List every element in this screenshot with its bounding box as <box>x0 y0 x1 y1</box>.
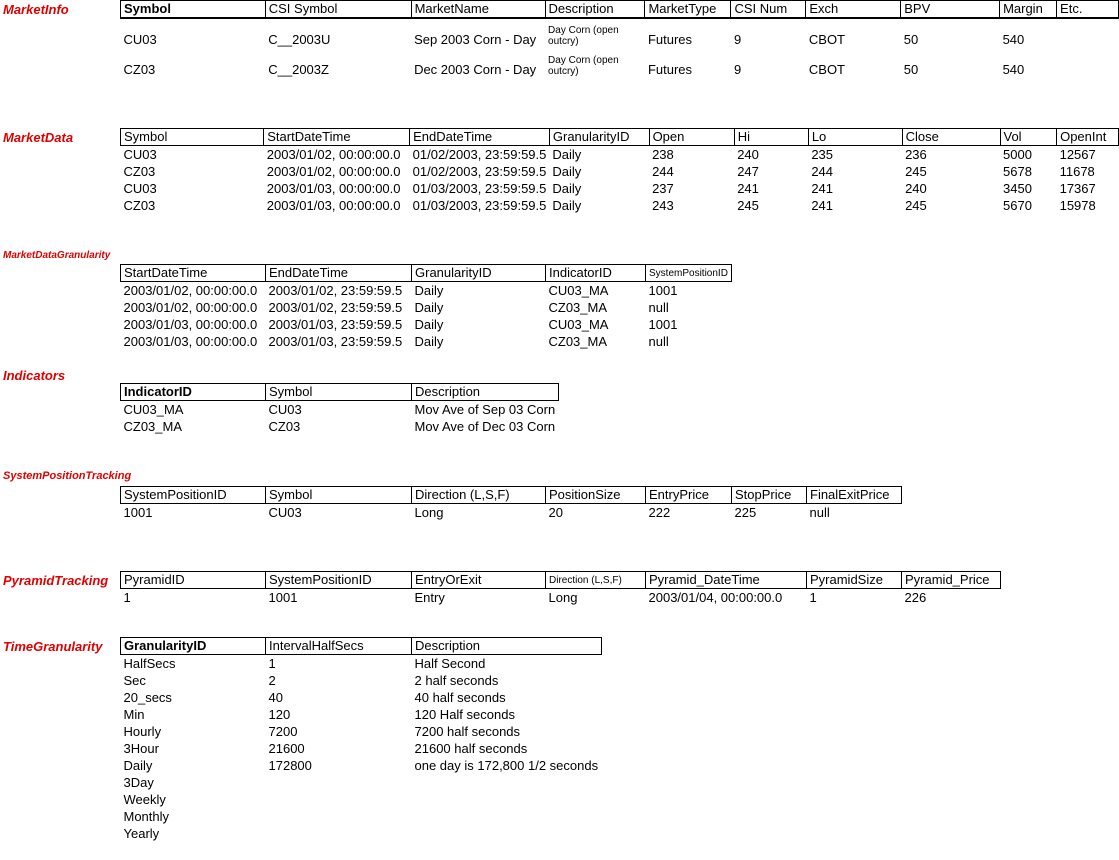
table-cell: 241 <box>737 180 759 196</box>
column-header: SystemPositionID <box>266 572 412 589</box>
column-header: EntryOrExit <box>412 572 546 589</box>
table-cell: 1001 <box>123 504 153 520</box>
table-cell: null <box>809 504 830 520</box>
table-row <box>121 299 732 316</box>
table-row <box>121 163 1119 180</box>
column-header: EndDateTime <box>410 129 550 146</box>
table-cell: 20_secs <box>123 689 172 705</box>
column-header: MarketName <box>411 1 545 19</box>
table-cell: Hourly <box>123 723 162 739</box>
table-cell: 236 <box>905 146 927 162</box>
marketdatagranularity-label: MarketDataGranularity <box>3 250 111 261</box>
table-cell: 2003/01/02, 00:00:00.0 <box>123 282 258 298</box>
table-cell <box>412 791 602 808</box>
table-cell: 226 <box>904 589 927 605</box>
table-row <box>121 18 1119 48</box>
column-header: CSI Num <box>731 1 806 19</box>
table-cell: 3450 <box>1003 180 1032 196</box>
header-row <box>121 1 1119 19</box>
table-cell: 1001 <box>648 316 678 332</box>
column-header: Description <box>545 1 645 19</box>
table-cell: 238 <box>652 146 674 162</box>
table-row <box>121 146 1119 163</box>
table-cell: 237 <box>652 180 674 196</box>
column-header: IndicatorID <box>546 265 646 282</box>
table-cell: Mov Ave of Sep 03 Corn <box>414 401 556 417</box>
table-cell: 1 <box>123 589 131 605</box>
column-header: Symbol <box>121 129 264 146</box>
table-cell: Futures <box>647 32 693 47</box>
column-header: OpenInt <box>1057 129 1119 146</box>
table-cell: 2003/01/04, 00:00:00.0 <box>648 589 783 605</box>
table-cell: 2003/01/02, 00:00:00.0 <box>266 163 401 179</box>
column-header: StartDateTime <box>264 129 410 146</box>
table-row <box>121 774 602 791</box>
marketdatagranularity-table <box>120 264 732 350</box>
table-cell <box>412 825 602 842</box>
table-row <box>121 655 602 672</box>
indicators-label: Indicators <box>3 368 66 383</box>
table-row <box>121 48 1119 78</box>
table-cell: 1 <box>268 655 276 671</box>
table-row <box>121 401 559 418</box>
header-row <box>121 572 1001 589</box>
table-cell: 40 <box>268 689 283 705</box>
table-cell: Entry <box>414 589 445 605</box>
table-cell: 9 <box>733 62 742 77</box>
table-cell: 5670 <box>1003 197 1032 213</box>
column-header: StopPrice <box>732 487 807 504</box>
table-cell: 120 Half seconds <box>414 706 515 722</box>
column-header: IndicatorID <box>121 384 266 401</box>
table-cell: CZ03 <box>123 197 156 213</box>
header-row <box>121 129 1119 146</box>
timegranularity-table <box>120 637 602 842</box>
column-header: Direction (L,S,F) <box>546 572 646 589</box>
table-row <box>121 808 602 825</box>
table-cell <box>412 774 602 791</box>
table-cell: CU03 <box>268 504 302 520</box>
table-cell: CU03_MA <box>123 401 184 417</box>
table-cell: Long <box>414 504 444 520</box>
table-cell: 244 <box>811 163 834 179</box>
table-cell: 5000 <box>1003 146 1032 162</box>
table-cell: 2003/01/03, 23:59:59.5 <box>268 333 403 349</box>
table-row <box>121 689 602 706</box>
table-cell: CBOT <box>808 62 846 77</box>
table-row <box>121 418 559 435</box>
table-row <box>121 180 1119 197</box>
table-cell: null <box>648 333 669 349</box>
column-header: Description <box>412 638 602 655</box>
table-cell: Daily <box>414 299 444 315</box>
table-cell: 01/03/2003, 23:59:59.5 <box>412 180 547 196</box>
table-cell: CZ03 <box>123 62 156 77</box>
table-cell: CU03 <box>268 401 302 417</box>
table-cell: one day is 172,800 1/2 seconds <box>414 757 599 773</box>
table-cell: HalfSecs <box>123 655 176 671</box>
table-cell: Long <box>548 589 578 605</box>
table-cell: 20 <box>548 504 563 520</box>
column-header: GranularityID <box>412 265 546 282</box>
marketdata-table <box>120 128 1119 214</box>
column-header: Pyramid_Price <box>902 572 1001 589</box>
table-row <box>121 825 602 842</box>
table-cell: 2003/01/03, 00:00:00.0 <box>266 180 401 196</box>
table-cell <box>266 791 412 808</box>
table-cell: CZ03_MA <box>123 418 183 434</box>
header-row <box>121 487 902 504</box>
table-cell: 241 <box>811 180 834 196</box>
table-row <box>121 672 602 689</box>
table-cell: 2003/01/02, 00:00:00.0 <box>266 146 401 162</box>
table-cell: CZ03_MA <box>548 299 608 315</box>
table-row <box>121 706 602 723</box>
table-cell: 2003/01/03, 00:00:00.0 <box>266 197 401 213</box>
table-cell: CU03 <box>123 146 157 162</box>
pyramidtracking-table <box>120 571 1001 606</box>
marketinfo-table <box>120 0 1119 78</box>
column-header: EndDateTime <box>266 265 412 282</box>
table-cell: 21600 half seconds <box>414 740 528 756</box>
table-cell: C__2003Z <box>268 62 329 77</box>
table-cell: Daily <box>414 282 444 298</box>
column-header: SystemPositionID <box>121 487 266 504</box>
column-header: Margin <box>1000 1 1057 19</box>
column-header: Exch <box>806 1 901 19</box>
table-cell: Sec <box>123 672 146 688</box>
pyramidtracking-label: PyramidTracking <box>3 573 109 588</box>
table-cell: 2003/01/02, 00:00:00.0 <box>123 299 258 315</box>
table-cell: 5678 <box>1003 163 1032 179</box>
table-cell: 2003/01/02, 23:59:59.5 <box>268 282 403 298</box>
timegranularity-label: TimeGranularity <box>3 639 103 654</box>
table-cell: Sep 2003 Corn - Day <box>414 32 537 47</box>
table-cell: 241 <box>811 197 834 213</box>
column-header: Symbol <box>266 487 412 504</box>
column-header: PyramidID <box>121 572 266 589</box>
table-cell <box>266 774 412 791</box>
systempositiontracking-label: SystemPositionTracking <box>3 470 132 482</box>
table-cell <box>1057 48 1119 78</box>
table-cell: Dec 2003 Corn - Day <box>414 62 537 77</box>
table-cell: Yearly <box>123 825 160 841</box>
column-header: SystemPositionID <box>646 265 732 282</box>
column-header: StartDateTime <box>121 265 266 282</box>
column-header: PyramidSize <box>807 572 902 589</box>
table-cell: 12567 <box>1059 146 1096 162</box>
table-cell: Daily <box>414 316 444 332</box>
table-cell: 247 <box>737 163 759 179</box>
header-row <box>121 384 559 401</box>
column-header: MarketType <box>645 1 731 19</box>
column-header: EntryPrice <box>646 487 732 504</box>
column-header: Pyramid_DateTime <box>646 572 807 589</box>
header-row <box>121 638 602 655</box>
table-cell <box>266 825 412 842</box>
marketinfo-label: MarketInfo <box>3 2 69 17</box>
table-cell: CBOT <box>808 32 846 47</box>
table-cell: 1001 <box>268 589 298 605</box>
column-header: Hi <box>734 129 808 146</box>
column-header: Open <box>649 129 734 146</box>
table-row <box>121 197 1119 214</box>
table-cell: 50 <box>903 62 919 77</box>
table-cell: CU03 <box>123 32 157 47</box>
table-cell: 540 <box>1002 32 1025 47</box>
systempositiontracking-table <box>120 486 902 521</box>
table-cell: Daily <box>552 180 582 196</box>
column-header: IntervalHalfSecs <box>266 638 412 655</box>
table-cell: 40 half seconds <box>414 689 506 705</box>
table-cell: 50 <box>903 32 919 47</box>
table-cell: 245 <box>905 163 927 179</box>
table-cell: 2003/01/03, 00:00:00.0 <box>123 333 258 349</box>
table-cell: 21600 <box>268 740 305 756</box>
table-cell: 222 <box>648 504 671 520</box>
column-header: Symbol <box>266 384 412 401</box>
table-cell: 245 <box>905 197 927 213</box>
table-cell: Day Corn (open outcry) <box>548 55 619 77</box>
table-row <box>121 723 602 740</box>
table-cell: null <box>648 299 669 315</box>
table-cell: 7200 <box>268 723 298 739</box>
column-header: Etc. <box>1057 1 1119 19</box>
table-row <box>121 333 732 350</box>
table-cell <box>412 808 602 825</box>
table-cell: 3Hour <box>123 740 159 756</box>
column-header: Vol <box>1000 129 1057 146</box>
table-row <box>121 316 732 333</box>
table-cell: Mov Ave of Dec 03 Corn <box>414 418 556 434</box>
table-cell <box>266 808 412 825</box>
column-header: CSI Symbol <box>265 1 411 19</box>
table-cell: Day Corn (open outcry) <box>548 25 619 47</box>
table-cell: 11678 <box>1059 163 1095 179</box>
table-cell: Daily <box>552 146 582 162</box>
table-cell: 2 <box>268 672 276 688</box>
table-cell: 15978 <box>1059 197 1096 213</box>
table-cell: 120 <box>268 706 291 722</box>
table-cell: 1001 <box>648 282 678 298</box>
table-cell: CU03 <box>123 180 157 196</box>
table-row <box>121 757 602 774</box>
table-cell: CU03_MA <box>548 282 609 298</box>
table-cell <box>1057 18 1119 48</box>
table-cell: 01/02/2003, 23:59:59.5 <box>412 163 547 179</box>
column-header: BPV <box>901 1 1000 19</box>
table-cell: 235 <box>811 146 834 162</box>
table-cell: Daily <box>552 197 582 213</box>
column-header: GranularityID <box>121 638 266 655</box>
table-cell: 244 <box>652 163 674 179</box>
table-cell: CZ03 <box>268 418 301 434</box>
table-row <box>121 740 602 757</box>
table-cell: 240 <box>737 146 759 162</box>
table-row <box>121 791 602 808</box>
table-cell: Daily <box>123 757 153 773</box>
marketdata-label: MarketData <box>3 130 74 145</box>
table-cell: Daily <box>552 163 582 179</box>
table-cell: 172800 <box>268 757 312 773</box>
table-row <box>121 589 1001 606</box>
table-cell: 240 <box>905 180 927 196</box>
column-header: PositionSize <box>546 487 646 504</box>
table-cell: 01/03/2003, 23:59:59.5 <box>412 197 547 213</box>
header-row <box>121 265 732 282</box>
table-cell: CZ03 <box>123 163 156 179</box>
table-cell: 2 half seconds <box>414 672 499 688</box>
table-cell: 01/02/2003, 23:59:59.5 <box>412 146 547 162</box>
table-cell: 2003/01/03, 00:00:00.0 <box>123 316 258 332</box>
table-cell: Daily <box>414 333 444 349</box>
table-cell: Futures <box>647 62 693 77</box>
column-header: GranularityID <box>549 129 649 146</box>
table-cell: 245 <box>737 197 759 213</box>
table-cell: CZ03_MA <box>548 333 608 349</box>
table-cell: Min <box>123 706 145 722</box>
table-cell: C__2003U <box>268 32 331 47</box>
table-cell: CU03_MA <box>548 316 609 332</box>
column-header: Lo <box>808 129 902 146</box>
column-header: Description <box>412 384 559 401</box>
column-header: Close <box>902 129 1000 146</box>
table-cell: 1 <box>809 589 817 605</box>
column-header: Direction (L,S,F) <box>412 487 546 504</box>
table-cell: Weekly <box>123 791 166 807</box>
table-cell: Monthly <box>123 808 170 824</box>
table-cell: 9 <box>733 32 742 47</box>
column-header: Symbol <box>121 1 266 19</box>
table-cell: 3Day <box>123 774 154 790</box>
table-cell: 2003/01/02, 23:59:59.5 <box>268 299 403 315</box>
table-cell: 243 <box>652 197 674 213</box>
indicators-table <box>120 383 559 435</box>
column-header: FinalExitPrice <box>807 487 902 504</box>
table-cell: Half Second <box>414 655 486 671</box>
table-cell: 540 <box>1002 62 1025 77</box>
table-cell: 7200 half seconds <box>414 723 521 739</box>
table-row <box>121 504 902 521</box>
table-cell: 225 <box>734 504 757 520</box>
table-cell: 17367 <box>1059 180 1096 196</box>
table-row <box>121 282 732 299</box>
table-cell: 2003/01/03, 23:59:59.5 <box>268 316 403 332</box>
